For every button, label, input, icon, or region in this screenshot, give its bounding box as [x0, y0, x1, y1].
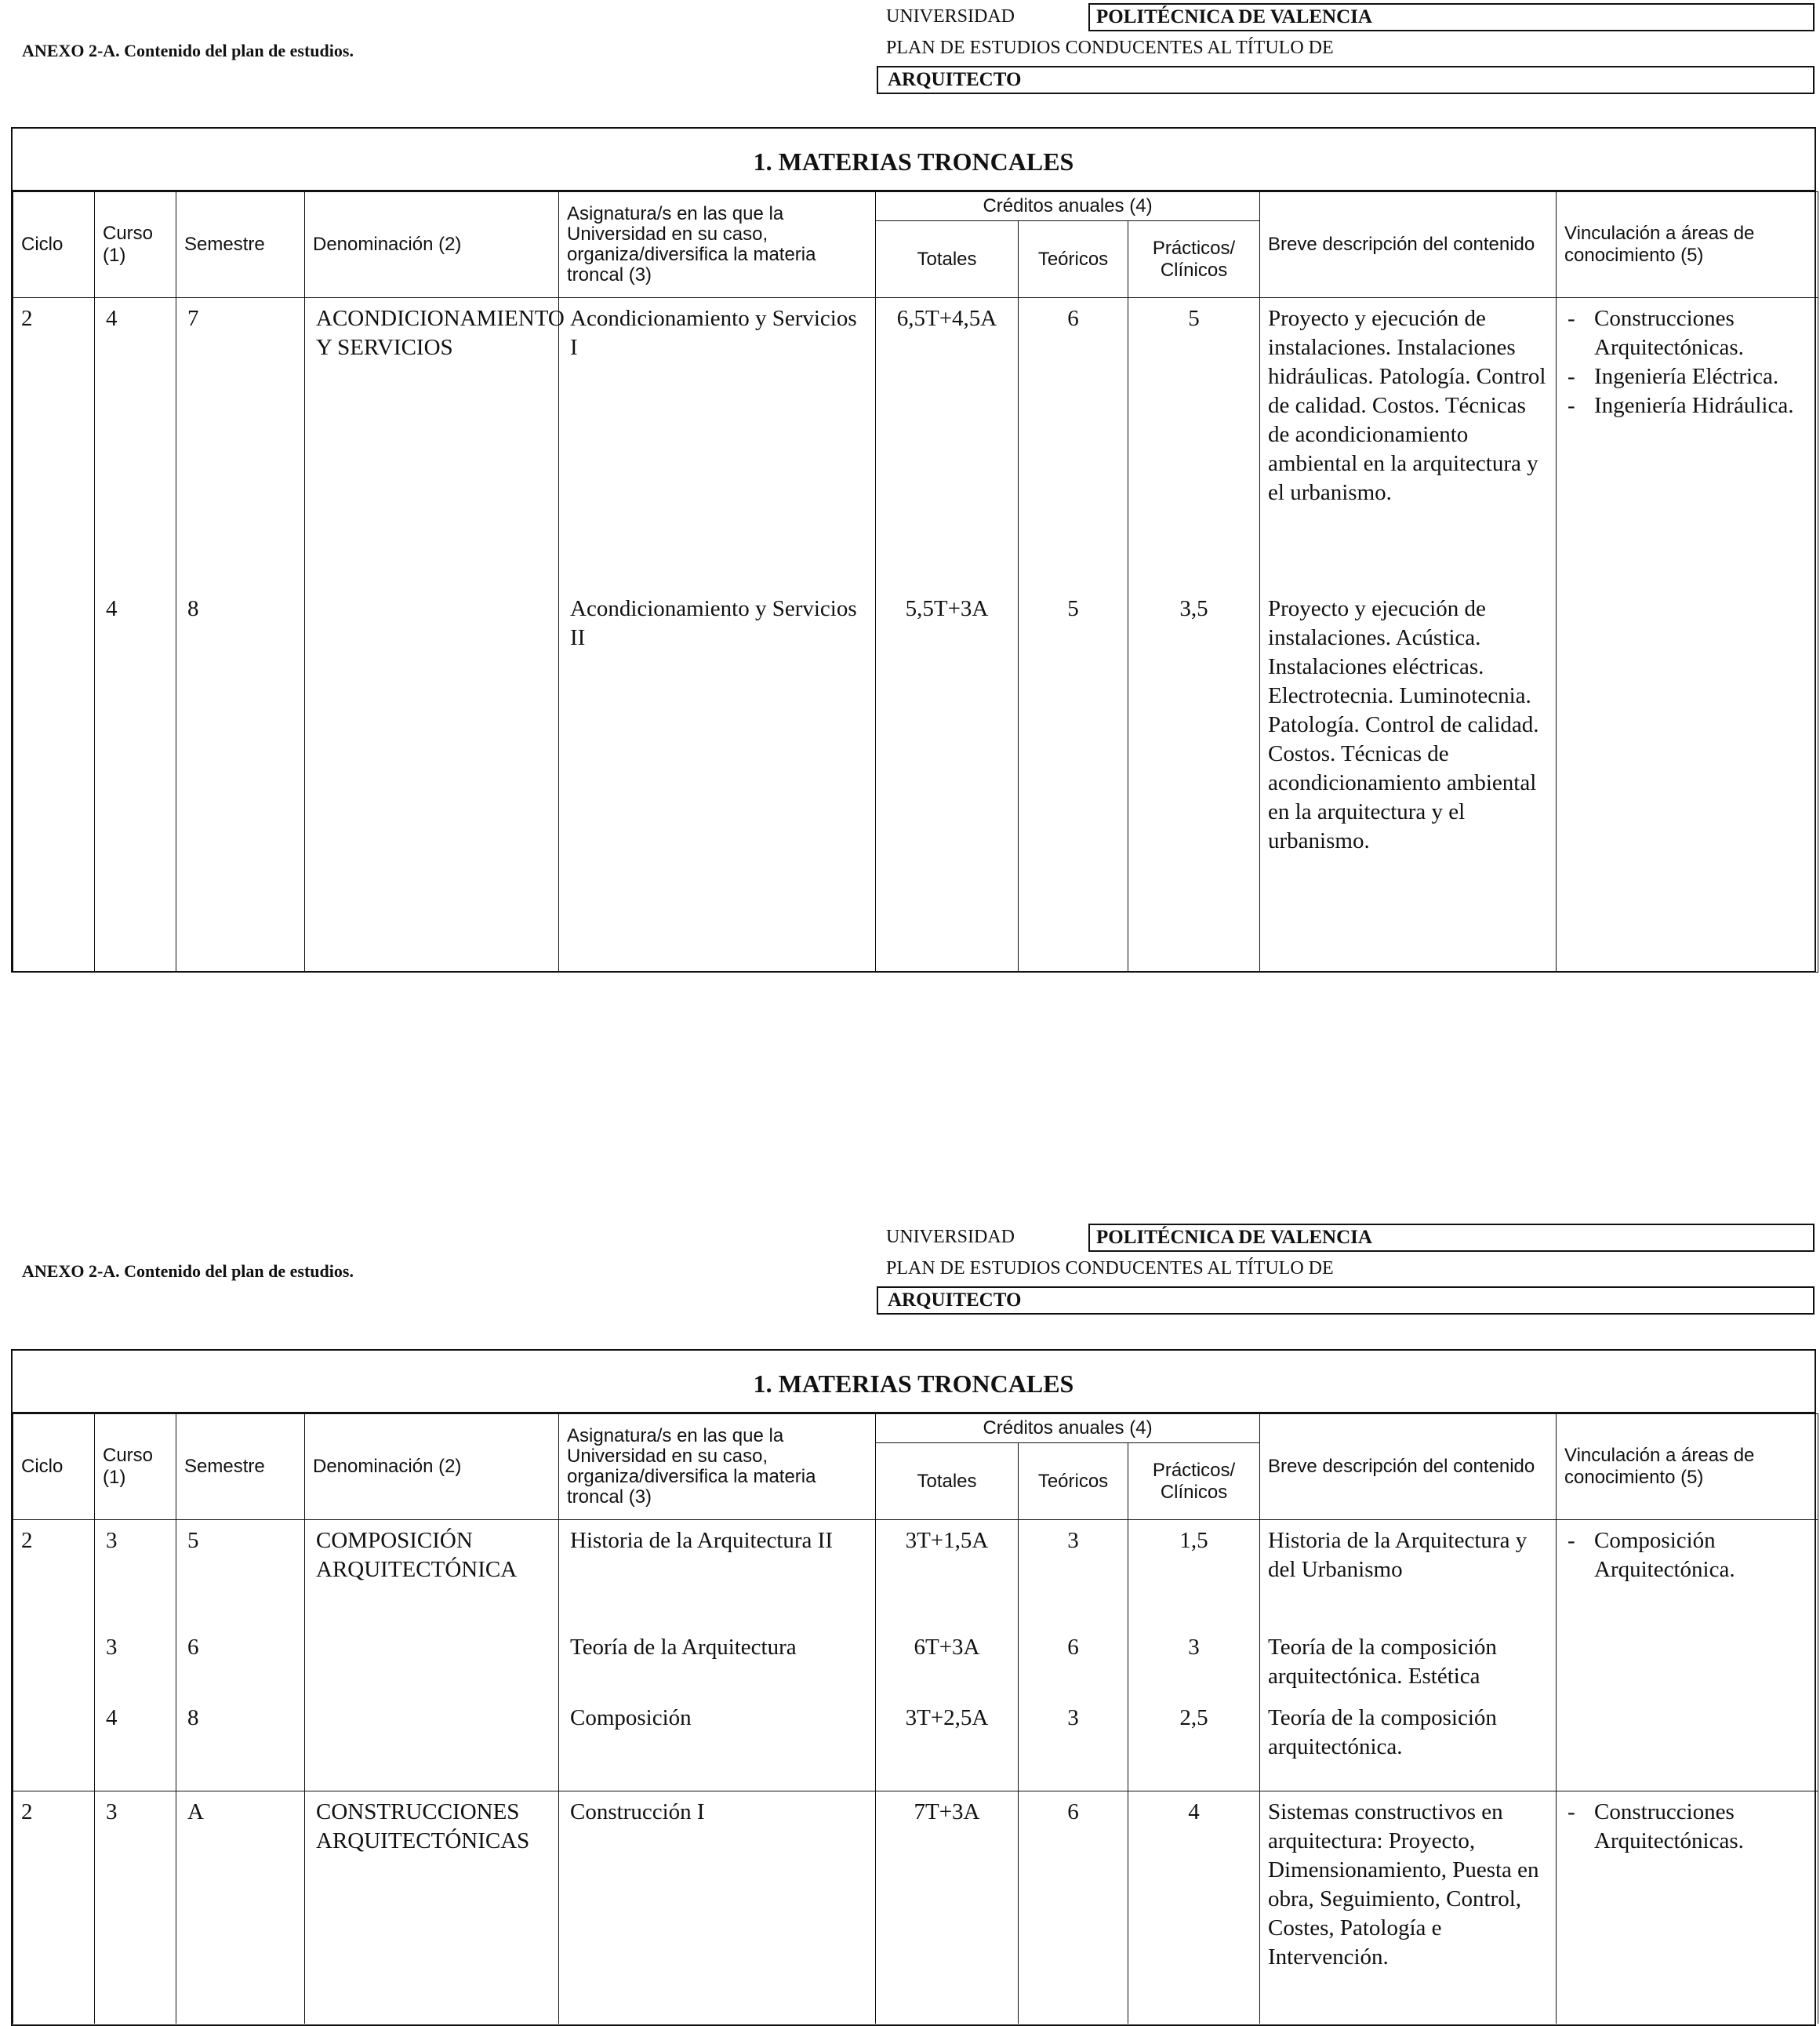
teoricos-cell: 6 [1019, 1791, 1128, 2024]
asignatura-cell: Construcción I [559, 1791, 876, 2024]
semestre-cell: 5 [176, 1520, 305, 1627]
denominacion-cell [305, 588, 559, 973]
asignatura-cell: Teoría de la Arquitectura [559, 1627, 876, 1697]
table-title: 1. MATERIAS TRONCALES [13, 1351, 1815, 1413]
ciclo-cell [13, 1697, 95, 1791]
ciclo-cell: 2 [13, 1520, 95, 1627]
col-totales: Totales [876, 1443, 1019, 1520]
university-name: POLITÉCNICA DE VALENCIA [1088, 3, 1815, 31]
practicos-cell: 5 [1128, 298, 1260, 588]
col-practicos: Prácticos/ Clínicos [1128, 1443, 1260, 1520]
col-asignatura: Asignatura/s en las que la Universidad en su caso, organiza/diversifica la materia troncal (3) [559, 192, 876, 298]
annex-title: ANEXO 2-A. Contenido del plan de estudios. [22, 1261, 354, 1281]
annex-title: ANEXO 2-A. Contenido del plan de estudios. [22, 41, 354, 60]
teoricos-cell: 3 [1019, 1520, 1128, 1627]
col-vinculacion: Vinculación a áreas de conocimiento (5) [1557, 1414, 1818, 1520]
teoricos-cell: 3 [1019, 1697, 1128, 1791]
curso-cell: 4 [95, 1697, 176, 1791]
col-creditos: Créditos anuales (4) [876, 1414, 1260, 1443]
ciclo-cell: 2 [13, 1791, 95, 2024]
col-curso: Curso (1) [95, 1414, 176, 1520]
descripcion-cell: Proyecto y ejecución de instalaciones. Instalaciones hidráulicas. Patología. Control de calidad. Costos. Técnicas de acondicionamiento ambiental en la arquitectura y el urbanismo. [1260, 298, 1557, 588]
totales-cell: 6,5T+4,5A [876, 298, 1019, 588]
materias-table [11, 1349, 1816, 2026]
table-row [13, 1627, 1818, 1697]
col-creditos: Créditos anuales (4) [876, 192, 1260, 221]
curso-cell: 3 [95, 1627, 176, 1697]
totales-cell: 5,5T+3A [876, 588, 1019, 973]
plan-label: PLAN DE ESTUDIOS CONDUCENTES AL TÍTULO DE [886, 38, 1334, 58]
teoricos-cell: 6 [1019, 298, 1128, 588]
asignatura-cell: Composición [559, 1697, 876, 1791]
col-descripcion: Breve descripción del contenido [1260, 192, 1557, 298]
col-ciclo: Ciclo [13, 192, 95, 298]
materias-table [11, 127, 1816, 973]
col-asignatura: Asignatura/s en las que la Universidad en su caso, organiza/diversifica la materia troncal (3) [559, 1414, 876, 1520]
semestre-cell: 8 [176, 588, 305, 973]
denominacion-cell: CONSTRUCCIONES ARQUITECTÓNICAS [305, 1791, 559, 2024]
col-teoricos: Teóricos [1019, 221, 1128, 298]
descripcion-cell: Teoría de la composición arquitectónica. Estética [1260, 1627, 1557, 1697]
practicos-cell: 1,5 [1128, 1520, 1260, 1627]
curso-cell: 4 [95, 588, 176, 973]
asignatura-cell: Acondicionamiento y Servicios I [559, 298, 876, 588]
totales-cell: 3T+1,5A [876, 1520, 1019, 1627]
denominacion-cell [305, 1627, 559, 1697]
semestre-cell: 7 [176, 298, 305, 588]
degree-title: ARQUITECTO [877, 66, 1815, 94]
vinculacion-cell [1557, 298, 1818, 588]
descripcion-cell: Proyecto y ejecución de instalaciones. Acústica. Instalaciones eléctricas. Electrotecnia. Luminotecnia. Patología. Control de calidad. Costos. Técnicas de acondicionamiento ambiental en la arquitectura y el urbanismo. [1260, 588, 1557, 973]
vinculacion-cell [1557, 588, 1818, 973]
plan-label: PLAN DE ESTUDIOS CONDUCENTES AL TÍTULO DE [886, 1258, 1334, 1279]
col-semestre: Semestre [176, 192, 305, 298]
asignatura-cell: Historia de la Arquitectura II [559, 1520, 876, 1627]
denominacion-cell: ACONDICIONAMIENTO Y SERVICIOS [305, 298, 559, 588]
teoricos-cell: 6 [1019, 1627, 1128, 1697]
vinculacion-cell [1557, 1791, 1818, 2024]
vinculacion-cell [1557, 1627, 1818, 1697]
totales-cell: 3T+2,5A [876, 1697, 1019, 1791]
table-row [13, 298, 1818, 588]
semestre-cell: 8 [176, 1697, 305, 1791]
descripcion-cell: Sistemas constructivos en arquitectura: Proyecto, Dimensionamiento, Puesta en obra, Seguimiento, Control, Costes, Patología e Intervención. [1260, 1791, 1557, 2024]
university-label: UNIVERSIDAD [886, 6, 1015, 27]
materias-grid [13, 191, 1818, 973]
col-curso: Curso (1) [95, 192, 176, 298]
university-label: UNIVERSIDAD [886, 1227, 1015, 1247]
materias-grid [13, 1413, 1818, 2024]
curso-cell: 3 [95, 1791, 176, 2024]
degree-title: ARQUITECTO [877, 1286, 1815, 1315]
descripcion-cell: Teoría de la composición arquitectónica. [1260, 1697, 1557, 1791]
denominacion-cell [305, 1697, 559, 1791]
col-vinculacion: Vinculación a áreas de conocimiento (5) [1557, 192, 1818, 298]
university-name: POLITÉCNICA DE VALENCIA [1088, 1224, 1815, 1252]
col-denominacion: Denominación (2) [305, 192, 559, 298]
table-row [13, 1520, 1818, 1627]
col-totales: Totales [876, 221, 1019, 298]
ciclo-cell [13, 588, 95, 973]
denominacion-cell: COMPOSICIÓN ARQUITECTÓNICA [305, 1520, 559, 1627]
col-denominacion: Denominación (2) [305, 1414, 559, 1520]
col-semestre: Semestre [176, 1414, 305, 1520]
col-practicos: Prácticos/ Clínicos [1128, 221, 1260, 298]
vinculacion-item: - Construcciones Arquitectónicas. [1564, 1798, 1810, 1856]
vinculacion-item: - Ingeniería Eléctrica. [1564, 362, 1810, 391]
table-row [13, 1697, 1818, 1791]
teoricos-cell: 5 [1019, 588, 1128, 973]
practicos-cell: 2,5 [1128, 1697, 1260, 1791]
practicos-cell: 4 [1128, 1791, 1260, 2024]
totales-cell: 6T+3A [876, 1627, 1019, 1697]
table-row [13, 1791, 1818, 2024]
vinculacion-cell [1557, 1520, 1818, 1627]
practicos-cell: 3 [1128, 1627, 1260, 1697]
col-descripcion: Breve descripción del contenido [1260, 1414, 1557, 1520]
ciclo-cell: 2 [13, 298, 95, 588]
practicos-cell: 3,5 [1128, 588, 1260, 973]
col-teoricos: Teóricos [1019, 1443, 1128, 1520]
descripcion-cell: Historia de la Arquitectura y del Urbanismo [1260, 1520, 1557, 1627]
table-title: 1. MATERIAS TRONCALES [13, 129, 1815, 191]
semestre-cell: 6 [176, 1627, 305, 1697]
curso-cell: 3 [95, 1520, 176, 1627]
table-row [13, 588, 1818, 973]
semestre-cell: A [176, 1791, 305, 2024]
vinculacion-cell [1557, 1697, 1818, 1791]
asignatura-cell: Acondicionamiento y Servicios II [559, 588, 876, 973]
col-ciclo: Ciclo [13, 1414, 95, 1520]
vinculacion-item: - Composición Arquitectónica. [1564, 1526, 1810, 1584]
vinculacion-item: - Construcciones Arquitectónicas. [1564, 304, 1810, 362]
vinculacion-item: - Ingeniería Hidráulica. [1564, 391, 1810, 420]
curso-cell: 4 [95, 298, 176, 588]
ciclo-cell [13, 1627, 95, 1697]
totales-cell: 7T+3A [876, 1791, 1019, 2024]
